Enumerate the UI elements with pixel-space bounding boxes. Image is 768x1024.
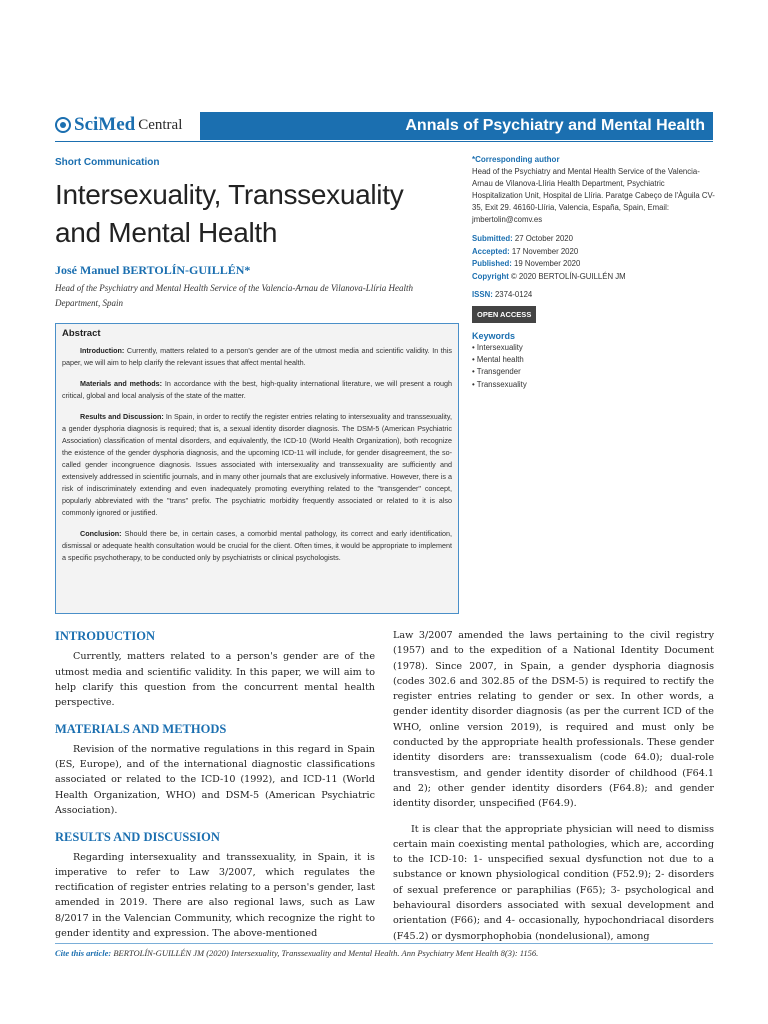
abstract-text: In Spain, in order to rectify the register entries relating to intersexuality and transsexuality, a gender dysphoria diagnosis is required; that is, a sexual identity disorder diagnosis. The DSM-5 (American Psychiatric Association) classification of mental disorders, and equivalently, the ICD-10 (World Health Organization), both recognize the existence of the gender dysphoria diagnosis, and the upcoming ICD-11 will include, for gender disagreement, the so-called gender incongruence diagnosis. Issues associated with intersexuality and transsexuality are sufficiently and extensively addressed in scientific journals, and in many other journals that are exclusively informative. However, there is a risk of indiscriminately extending and even inadequately promoting everything related to the "transgender" concept, popularly abbreviated with the "trans" prefix. The psychiatric morbidity frequently associated or related to it is also commonly ignored or justified. — [62, 412, 452, 517]
abstract-label: Conclusion: — [80, 529, 122, 538]
open-access-badge: OPEN ACCESS — [472, 306, 536, 323]
abstract-conclusion — [62, 528, 452, 564]
abstract-label: Materials and methods: — [80, 379, 162, 388]
methods-heading: MATERIALS AND METHODS — [55, 722, 227, 737]
keyword-item: • Mental health — [472, 355, 524, 365]
abstract-box — [55, 323, 459, 614]
submitted-label: Submitted: — [472, 234, 513, 243]
copyright-value: © 2020 BERTOLÍN-GUILLÉN JM — [508, 271, 626, 281]
header-divider — [55, 141, 713, 142]
logo-circle-icon — [55, 117, 71, 133]
introduction-heading: INTRODUCTION — [55, 629, 156, 643]
citation-text: BERTOLÍN-GUILLÉN JM (2020) Intersexuality, Transsexuality and Mental Health. Ann Psychiatry Ment Health 8(3): 1156. — [111, 948, 539, 958]
keyword-item: • Transsexuality — [472, 379, 527, 389]
published-date — [472, 258, 717, 271]
citation-label: Cite this article: — [55, 948, 112, 958]
abstract-methods — [62, 378, 452, 402]
article-dates — [472, 233, 717, 283]
body-column-left — [55, 629, 375, 941]
keyword-item: • Intersexuality — [472, 343, 523, 352]
abstract-results — [62, 411, 452, 519]
results-paragraph: It is clear that the appropriate physician will need to dismiss certain main coexisting mental pathologies, which are, according to the ICD-10: 1- unspecified sexual dysfunction not due to a substance or known physiological condition (F52.9); 2- disorders of sexual preference or paraphilias (F65); 3- psychological and behavioural disorders associated with sexual development and orientation (F66); and 4- occasionally, hypochondriacal disorders (F45.2) or dysmorphophobia (nondelusional), among — [393, 823, 714, 942]
copyright — [472, 271, 717, 284]
corresponding-author-details: Head of the Psychiatry and Mental Health Service of the Valencia-Arnau de Vilanova-Llíria Health Department, Psychiatric Hospitalization Unit, Hospital de Llíria. Paratge Cabeço de l'Àguila CV-35, Exit 29. 46160-Llíria, Valencia, España, Spain, Email: jmbertolin@comv.es — [472, 167, 715, 224]
issn-label: ISSN: — [472, 290, 493, 299]
methods-text: Revision of the normative regulations in this regard in Spain (ES, Europe), and of the international diagnostic classifications associated or related to the ICD-10 (1992), and ICD-11 (World Health Organization, WHO) and DSM-5 (American Psychiatric Association). — [55, 743, 375, 816]
abstract-text: In accordance with the best, high-quality international literature, we will present a rough critical, global and local analysis of the state of the matter. — [62, 379, 453, 400]
footer-divider — [55, 943, 713, 944]
abstract-label: Results and Discussion: — [80, 412, 164, 421]
results-text: Regarding intersexuality and transsexuality, in Spain, it is imperative to refer to Law 3/2007, which regulates the rectification of register entries relating to a person's gender, last amended in 2019. There are also regional laws, such as Law 8/2017 in the Valencian Community, which recognize the right to gender identity and expression. The above-mentioned — [55, 851, 375, 940]
body-column-right — [393, 628, 714, 944]
keywords-heading: Keywords — [472, 331, 516, 341]
accepted-value: 17 November 2020 — [509, 246, 579, 256]
keyword-item: • Transgender — [472, 367, 521, 377]
article-info-sidebar — [472, 155, 717, 391]
logo-text-main: SciMed — [74, 114, 136, 135]
abstract-introduction — [62, 345, 452, 369]
results-heading: RESULTS AND DISCUSSION — [55, 830, 220, 845]
accepted-label: Accepted: — [472, 246, 510, 256]
article-title: Intersexuality, Transsexuality and Mental Health — [55, 179, 404, 248]
issn-value: 2374-0124 — [492, 290, 533, 299]
abstract-label: Introduction: — [80, 346, 125, 355]
logo-text-secondary: Central — [138, 116, 183, 133]
abstract-heading: Abstract — [62, 328, 101, 339]
article-type: Short Communication — [55, 157, 160, 168]
keywords-list — [472, 342, 717, 391]
author-affiliation: Head of the Psychiatry and Mental Health Service of the Valencia-Arnau de Vilanova-Llíria Health Department, Spain — [55, 283, 414, 308]
copyright-label: Copyright — [472, 271, 509, 281]
abstract-text: Currently, matters related to a person's gender are of the utmost media and scientific validity. In this paper, we will aim to help clarify the relevant issues that affect mental health. — [62, 346, 452, 367]
issn — [472, 290, 717, 299]
results-continued-text: Law 3/2007 amended the laws pertaining to the civil registry (1957) and to the expedition of a National Identity Document (1978). Since 2007, in Spain, a gender dysphoria diagnosis (codes 302.6 and 302.85 of the DSM-5) is required to rectify the register entries relating to gender or sex. In other words, a gender identity disorder diagnosis (as per the current ICD of the WHO, online version 2019), is required and must only be conducted by the appropriate health professionals. These gender identity disorders are: transsexualism (code 64.0); dual-role transvestism, and gender identity disorder of childhood (F64.1 and 2); other gender identity disorders (F64.8); and gender identity disorder, unspecified (F64.9). — [393, 630, 714, 810]
journal-title: Annals of Psychiatry and Mental Health — [405, 117, 705, 134]
journal-title-bar — [200, 112, 713, 140]
accepted-date — [472, 246, 717, 259]
abstract-text: Should there be, in certain cases, a comorbid mental pathology, its correct and early identification, dismissal or adequate health consultation would be crucial for the client. Often times, it would be appropriate to implement a specific psychotherapy, to be conducted only by psychiatrists or clinical psychologists. — [62, 529, 452, 562]
corresponding-author-label: *Corresponding author — [472, 155, 560, 164]
author-name: José Manuel BERTOLÍN-GUILLÉN* — [55, 263, 251, 277]
submitted-date — [472, 233, 717, 246]
published-label: Published: — [472, 259, 512, 268]
introduction-text: Currently, matters related to a person's gender are of the utmost media and scientific validity. In this paper, we will aim to help clarify this question from the concurrent mental health perspective. — [55, 651, 375, 709]
submitted-value: 27 October 2020 — [512, 234, 573, 243]
publisher-logo — [55, 112, 198, 138]
citation-line — [55, 948, 715, 958]
published-value: 19 November 2020 — [511, 259, 581, 268]
